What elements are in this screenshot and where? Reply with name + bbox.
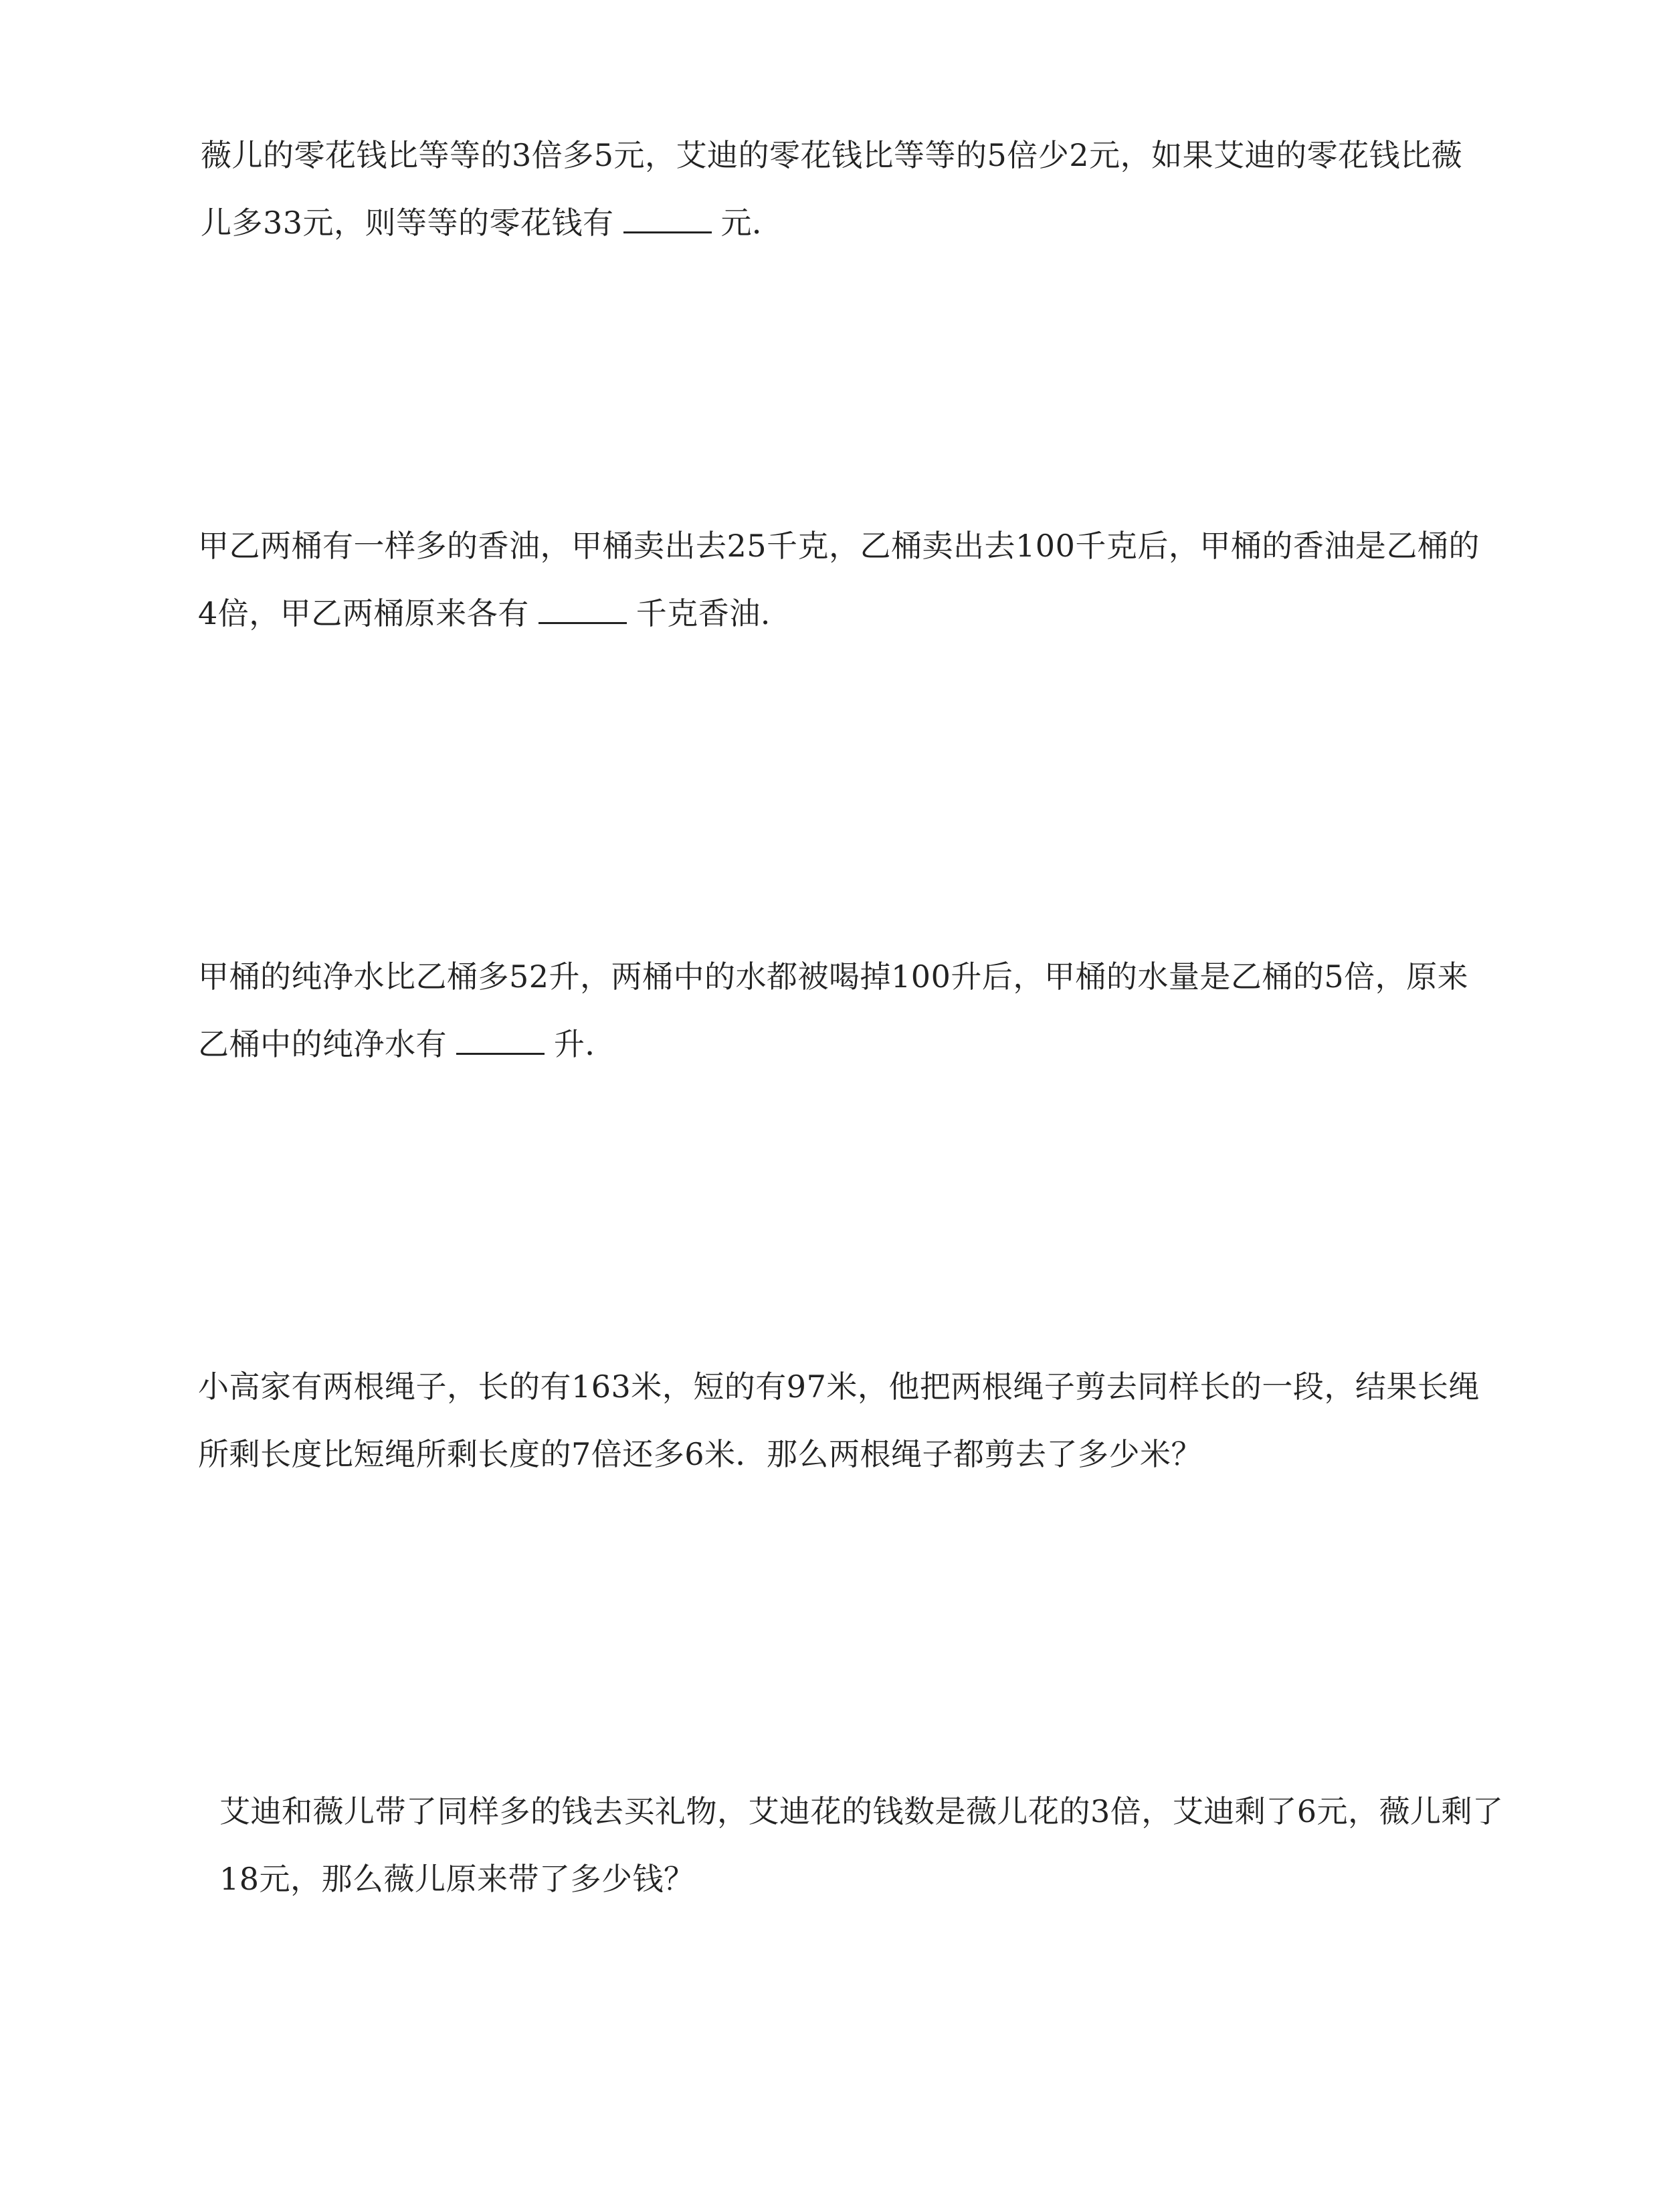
question-1 bbox=[201, 122, 1485, 257]
answer-blank[interactable] bbox=[623, 227, 712, 233]
question-1-text: 薇儿的零花钱比等等的3倍多5元，艾迪的零花钱比等等的5倍少2元，如果艾迪的零花钱比薇儿多33元，则等等的零花钱有 bbox=[201, 137, 1463, 241]
question-3-unit: 升． bbox=[554, 1026, 616, 1062]
question-4: 小高家有两根绳子，长的有163米，短的有97米，他把两根绳子剪去同样长的一段，结果长绳所剩长度比短绳所剩长度的7倍还多6米．那么两根绳子都剪去了多少米？ bbox=[198, 1369, 1480, 1472]
question-2 bbox=[198, 512, 1482, 647]
question-1-unit: 元． bbox=[720, 205, 783, 241]
question-2-text: 甲乙两桶有一样多的香油，甲桶卖出去25千克，乙桶卖出去100千克后，甲桶的香油是乙桶的4倍，甲乙两桶原来各有 bbox=[198, 528, 1480, 631]
question-5: 艾迪和薇儿带了同样多的钱去买礼物，艾迪花的钱数是薇儿花的3倍，艾迪剩了6元，薇儿剩了18元，那么薇儿原来带了多少钱？ bbox=[219, 1793, 1504, 1897]
answer-blank[interactable] bbox=[539, 618, 627, 624]
answer-blank[interactable] bbox=[456, 1049, 545, 1055]
question-2-unit: 千克香油. bbox=[636, 595, 771, 631]
question-3-text: 甲桶的纯净水比乙桶多52升，两桶中的水都被喝掉100升后，甲桶的水量是乙桶的5倍，原来乙桶中的纯净水有 bbox=[198, 959, 1469, 1062]
question-3 bbox=[198, 943, 1482, 1078]
